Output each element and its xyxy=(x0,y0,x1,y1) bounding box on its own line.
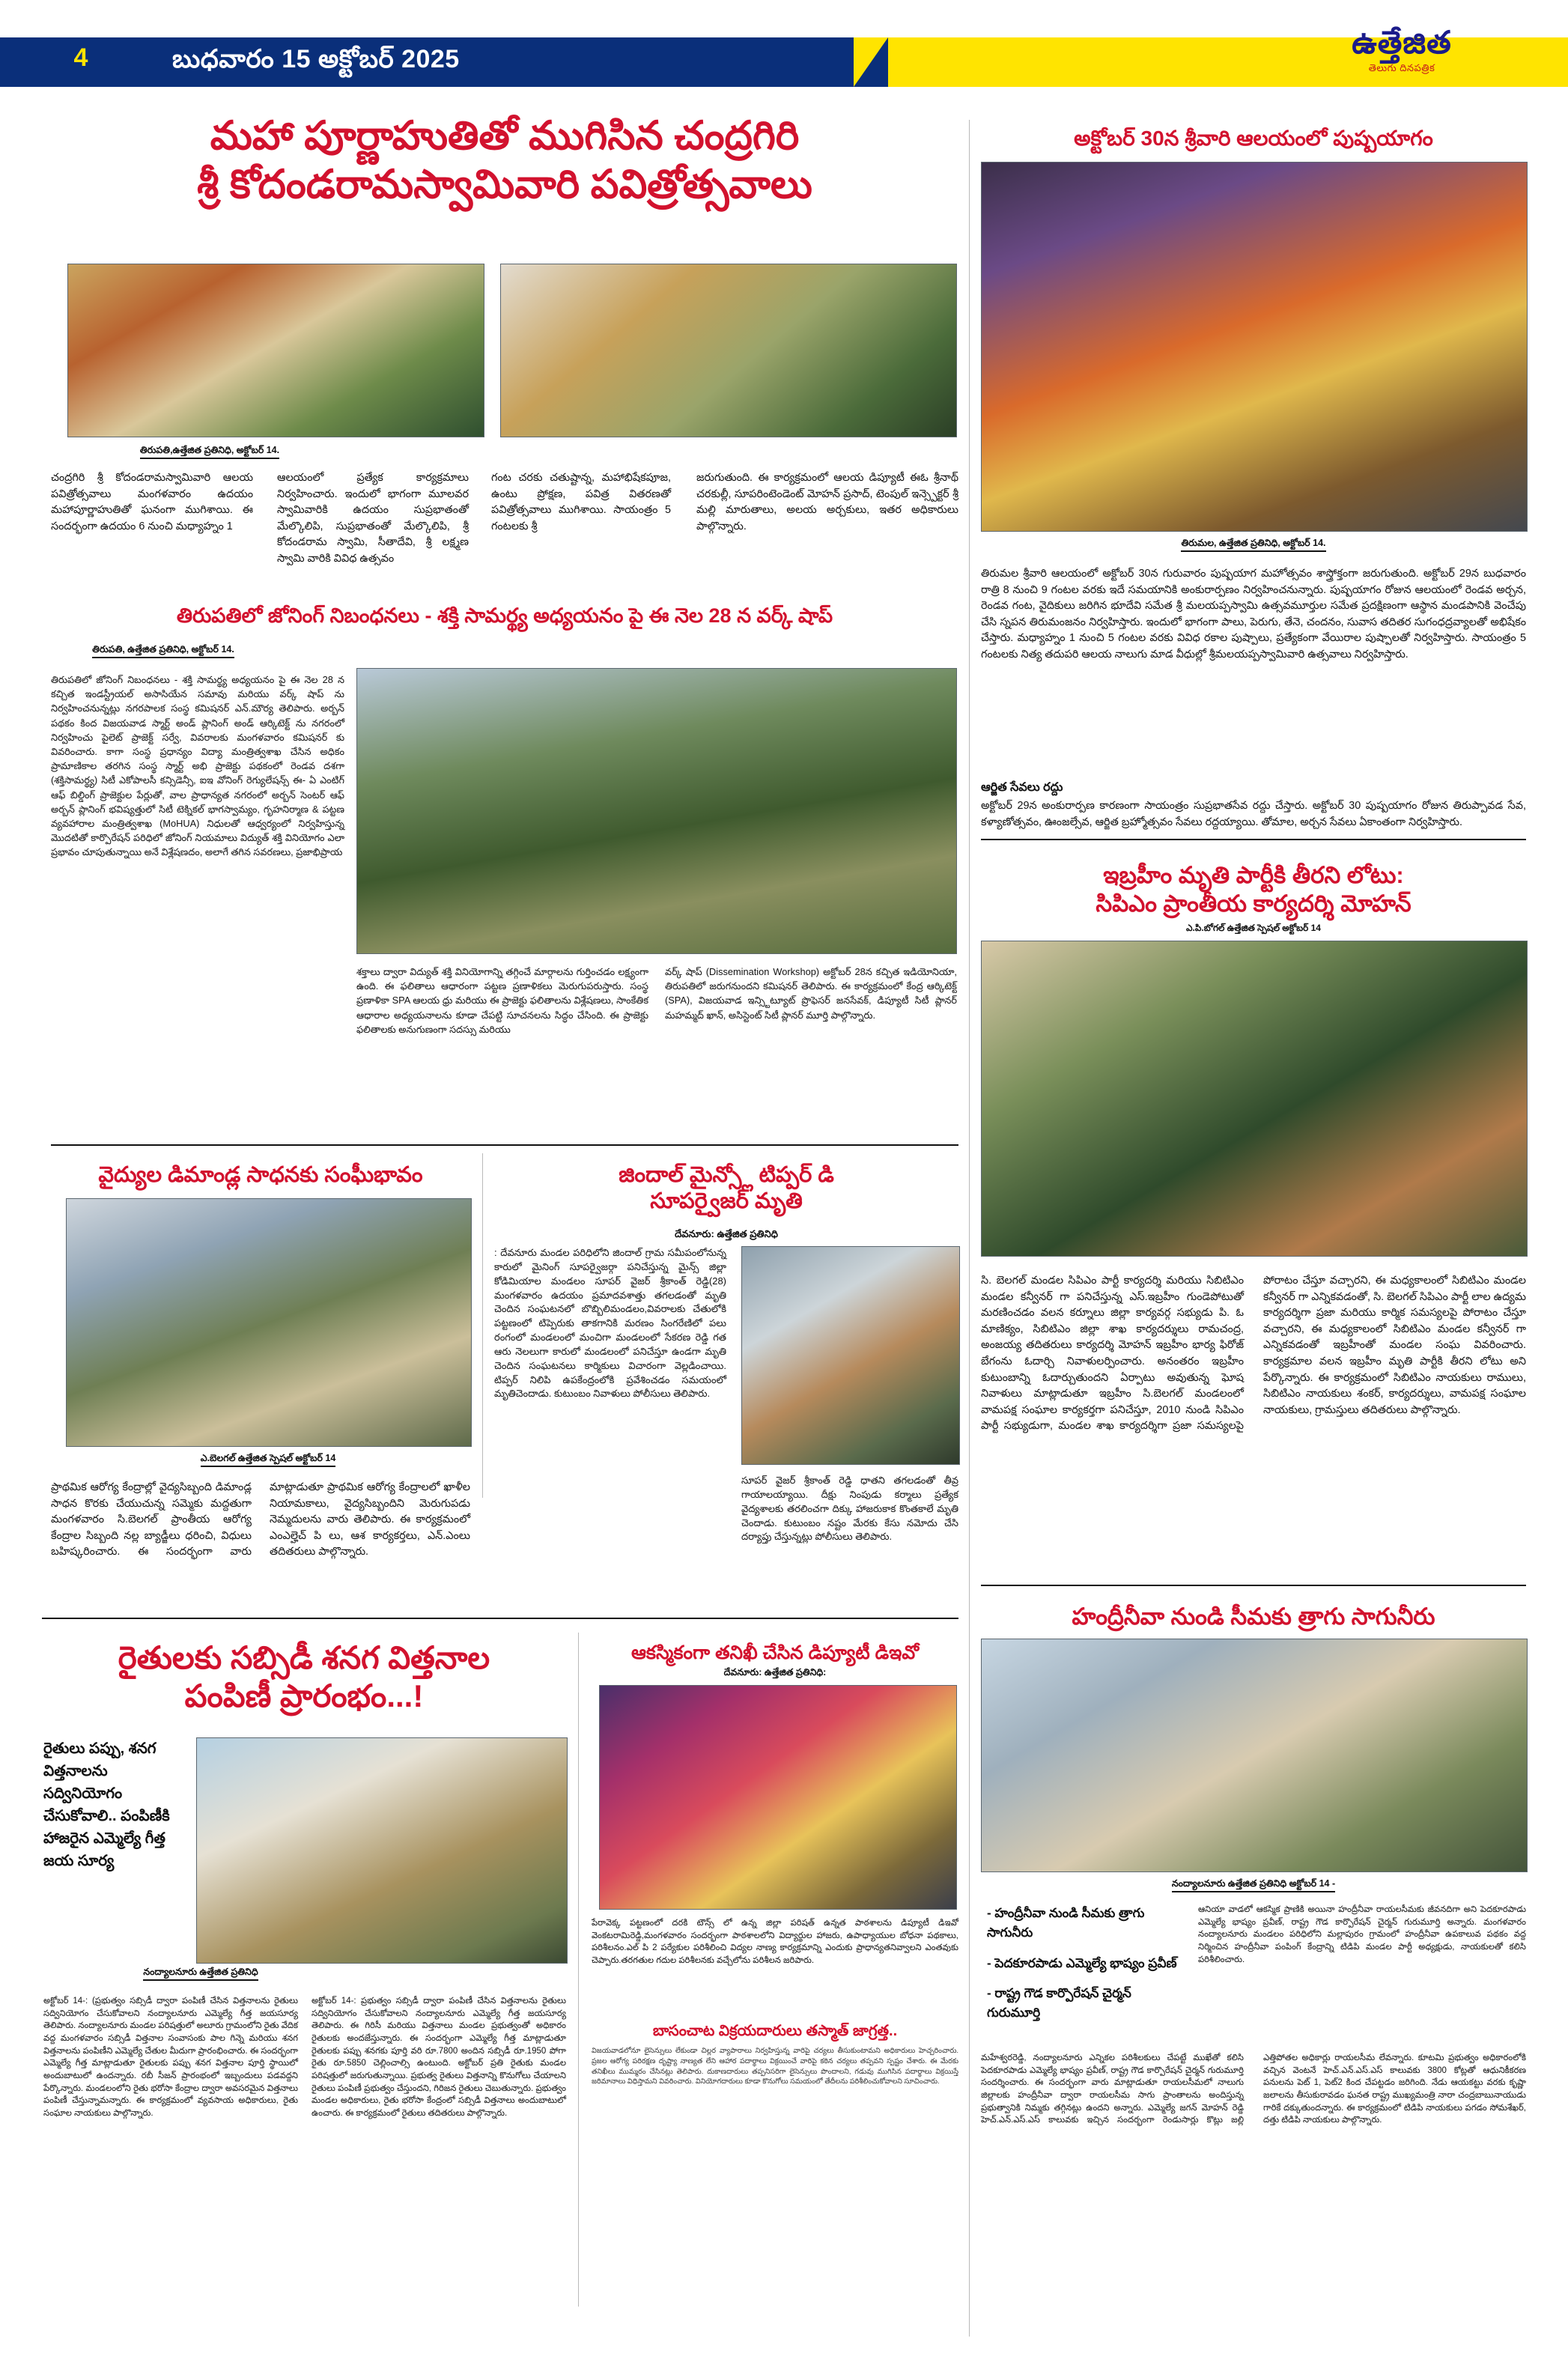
jindal-photo xyxy=(741,1246,960,1465)
column-rule-bottom xyxy=(578,1633,579,2307)
page-number: 4 xyxy=(73,43,88,72)
lead-col-2: ఆలయంలో ప్రత్యేక కార్యక్రమాలు నిర్వహించారు. ఇందులో భాగంగా మూలవర స్వామివారికి ఉదయం సుప్రభాతంతో మేల్కొలిపి, సుప్రభాతంతో మేల్కొలిపి, శ్రీ కోదండరామ స్వామి, సీతాదేవి, శ్రీ లక్ష్మణ స్వామి వారికి వివిధ ఉత్సవం xyxy=(277,472,469,565)
handri-caption: నంద్యాలనూరు ఉత్తేజిత ప్రతినిధి అక్టోబర్ 14 - xyxy=(1172,1877,1335,1892)
logo-subtitle: తెలుగు దినపత్రిక xyxy=(1368,62,1435,73)
lead-col-4: జరుగుతుంది. ఈ కార్యక్రమంలో ఆలయ డిప్యూటీ ఈఓ శ్రీనాథ్ చరకుల్లీ, సూపరింటెండెంట్ మోహన్ ప్రసాద్, టెంపుల్ ఇన్స్పెక్టర్ శ్రీ మల్లి మారుతాలు, అలయ అర్చకులు, ఇతర అధికారులు పాల్గొన్నారు. xyxy=(696,472,958,532)
deputy-body: పేరావెక్క పట్టణంలో దరకి టౌన్స్ లో ఉన్న జిల్లా పరిషత్ ఉన్నత పాఠశాలను డిప్యూటీ డిఇవో వెంకటరామిరెడ్డి,మంగళవారం సందర్భంగా పాఠశాలలోని విద్యార్థుల హాజరు, ఉపాధ్యాయుల బోధనా పథకాలు, పరిశీలనం.ఎల్ పి 2 పర్యేకుల పరిశీలించి విద్యల నాణ్య కార్యక్రమాన్ని ఎందుకు ప్రాధాన్యతనివ్వాలని ఎంతవుకు చెప్పారు.తరగతుల గదుల పరిశీలనకు వచ్చేలోను పరిశీలన జరిపారు. xyxy=(592,1919,958,1966)
ibrahim-headline-line1: ఇబ్రహీం మృతి పార్టీకి తీరని లోటు: xyxy=(1103,862,1404,888)
column-rule-main xyxy=(969,120,970,2337)
section-divider-2 xyxy=(42,1618,958,1619)
pushpayagam-subhead: ఆర్జిత సేవలు రద్దు xyxy=(981,781,1063,794)
zoning-col-3: వర్క్ షాప్ (Dissemination Workshop) అక్టోబర్ 28న కచ్చిత ఇడియోనియా, తిరుపతిలో జరుగనుందని కమిషనర్ తెలిపారు. ఈ కార్యక్రమంలో కేంద్ర ఆర్కిటెక్ట్ (SPA), విజయవాడ ఇన్స్టిట్యూట్ ప్రొఫెసర్ జనసేవక్, డిప్యూటీ సిటీ ప్లానర్ మహమ్మద్ ఖాన్, అసిస్టెంట్ సిటీ ప్లానర్ మూర్తి పాల్గొన్నారు. xyxy=(665,966,957,1021)
raithu-caption: నంద్యాలనూరు ఉత్తేజిత ప్రతినిధి xyxy=(143,1966,258,1981)
raithu-photo xyxy=(196,1737,568,1964)
handri-bullet-2: - రాష్ట్ర గౌడ కార్పొరేషన్ చైర్మన్ గురుమూర్తి xyxy=(987,1986,1131,2021)
pushpayagam-body: తిరుమల శ్రీవారి ఆలయంలో అక్టోబర్ 30న గురువారం పుష్పయాగ మహోత్సవం శాస్త్రోక్తంగా జరుగుతుంది. అక్టోబర్ 29న బుధవారం రాత్రి 8 నుంచి 9 గంటల వరకు ఇదే సమయానికి అంకురార్పణం నిర్వహించనున్నారు. పుష్పయాగం రోజున ఆలయంలో రెండవ అర్చన, రెండవ గంట, వైదికులు జరిగిన భూదేవి సమేత శ్రీ మలయప్పస్వామి ఉత్సవమూర్తుల సమేత ప్రదక్షిణంగా ఆస్థాన మండపానికి వెంచేపు చేసి స్నపన తిరుమంజనం నిర్వహిస్తారు. ఇందులో భాగంగా పాలు, పెరుగు, తేనె, చందనం, సువాస తదితర సుగంధద్రవ్యాలతో అభిషేకం చేస్తారు. మధ్యాహ్నం 1 నుంచి 5 గంటల వరకు వివిధ రకాల పుష్పాలు, ప్రత్యేకంగా వేయిరాల పుష్పాలతో నిర్వహిస్తారు. సాయంత్రం 5 గంటలకు నిత్య తదుపరి ఆలయ నాలుగు మాడ వీధుల్లో శ్రీమలయప్పస్వామివారి ఉత్సవాలు నిర్వహిస్తారు. xyxy=(981,568,1527,661)
logo-title: ఉత్తేజిత xyxy=(1352,25,1452,60)
lead-photo-2 xyxy=(500,264,957,437)
zoning-col-2: శక్తాలు ద్వారా విద్యుత్ శక్తి వినియోగాన్ని తగ్గించే మార్గాలను గుర్తించడం లక్ష్యంగా ఉంది. ఈ ఫలితాలు ఆధారంగా పట్టణ ప్రణాళికలు మెరుగుపరుస్తారు. సంస్థ ప్రణాళికా SPA ఆలయ ధ్రు మరియు ఈ ప్రాజెక్టు ఫలితాలను విశ్లేషణలు, సాంకేతిక ఆధారాల అధ్యయనాలను కూడా చేపట్టి సూచనలను సిద్ధం చేసింది. ఈ ప్రాజెక్టు ఫలితాలకు అనుగుణంగా సదస్సు మరియు xyxy=(356,966,648,1035)
vaidyula-photo xyxy=(66,1198,472,1447)
section-divider-4 xyxy=(981,839,1526,840)
jindal-headline-line1: జిందాల్ మైన్స్లో టిప్పర్ డి xyxy=(619,1163,834,1187)
pushpayagam-body-2: అక్టోబర్ 29న అంకురార్పణ కారణంగా సాయంత్రం సుప్రభాతసేవ రద్దు చేస్తారు. అక్టోబర్ 30 పుష్పయాగం రోజున తిరుప్పావడ సేవ, కళ్యాణోత్సవం, ఊంజల్సేవ, ఆర్జిత బ్రహ్మోత్సవం సేవలు రద్దయ్యాయి. తోమాల, అర్చన సేవలు ఏకాంతంగా నిర్వహిస్తారు. xyxy=(981,800,1526,828)
raithu-headline xyxy=(42,1639,566,1715)
deputy-footer-headline: బాసంచాట విక్రయదారులు తస్మాత్ జాగ్రత్త.. xyxy=(652,2023,898,2039)
handri-col-2: మహేశ్వరరెడ్డి, నంద్యాలనూరు ఎన్నికల పరిశీలకులు చేపట్టే ముఖేతో కలిసి పెదకూరపాడు ఎమ్మెల్యే భాష్యం ప్రవీణ్, రాష్ట్ర గౌడ కార్పొరేషన్ చైర్మన్ గురుమూర్తి సందర్శించారు. ఈ సందర్భంగా వారు మాట్లాడుతూ రాయలసీమలో నాలుగు జిల్లాలకు హంద్రీనీవా ద్వారా రాయలసీమ సాగు ప్రాంతాలను అందిస్తున్న ప్రభుత్వానికి నిమ్మకు తగ్గినట్లు ఉందని అన్నారు. ఎమ్మెల్యే జగన్ మోహన్ రెడ్డి హెచ్.ఎన్.ఎస్.ఎస్ కాలువకు ఇచ్చిన సందర్భంగా రెండుసార్లు కొట్లు జల్లి ఎత్తిపోతల అధికార్లు రాయలసీమ లేవన్నారు. కూటమి ప్రభుత్వం అధికారంలోకి వచ్చిన వెంటనే హెచ్.ఎన్.ఎస్.ఎస్ కాలువకు 3800 కోట్లతో ఆధునికీకరణ పనులను పెట్ 1, పెట్2 కింద చేపట్టడం జరిగింది. నేడు ఆయకట్టు వరకు కృష్ణా జలాలను తీసుకురావడం ఘనత రాష్ట్ర ముఖ్యమంత్రి నారా చంద్రబాబునాయుడు గారికే దక్కుతుందన్నారు. ఈ కార్యక్రమంలో టిడిపి నాయకులు పగడం సోమశేఖర్, దత్తు టిడిపి నాయకులు పాల్గొన్నారు. xyxy=(981,2053,1526,2125)
zoning-headline: తిరుపతిలో జోనింగ్ నిబంధనలు - శక్తి సామర్థ్య అధ్యయనం పై ఈ నెల 28 న వర్క్ షాప్ xyxy=(176,604,833,627)
lead-headline-line1: మహా పూర్ణాహుతితో ముగిసిన చంద్రగిరి xyxy=(210,114,800,158)
zoning-caption: తిరుపతి, ఉత్తేజిత ప్రతినిధి, అక్టోబర్ 14. xyxy=(92,643,234,658)
lead-headline xyxy=(51,112,958,209)
deputy-footer-body: విజయవాడలోనూ లైసెన్సులు లేకుండా చిల్లర వ్యాపారాలు నిర్వహిస్తున్న వారిపై చర్యలు తీసుకుంటామని అధికారులు హెచ్చరించారు. ప్రజల ఆరోగ్య పరిరక్షణ దృష్ట్యా నాణ్యత లేని ఆహార పదార్థాలు విక్రయించే వారిపై కఠిన చర్యలు తప్పవని స్పష్టం చేశారు. ఈ మేరకు తనిఖీలు ముమ్మరం చేసినట్లు తెలిపారు. దుకాణదారులు తప్పనిసరిగా లైసెన్సులు పొందాలని, గడువు ముగిసిన పదార్థాలు విక్రయిస్తే జరిమానాలు విధిస్తామని వివరించారు. వినియోగదారులు కూడా కొనుగోలు సమయంలో తేదీలను పరిశీలించుకోవాలని సూచించారు. xyxy=(592,2047,958,2086)
lead-col-1: చంద్రగిరి శ్రీ కోదండరామస్వామివారి ఆలయ పవిత్రోత్సవాలు మంగళవారం ఉదయం మహాపూర్ణాహుతితో ఘనంగా ముగిశాయి. ఈ సందర్భంగా ఉదయం 6 నుంచి మధ్యాహ్నం 1 xyxy=(51,472,253,532)
zoning-col-1: తిరుపతిలో జోనింగ్ నిబంధనలు - శక్తి సామర్థ్య అధ్యయనం పై ఈ నెల 28 న కచ్చిత ఇండస్ట్రీయల్ అసాసియేన సమావు మరియు వర్క్ షాప్ ను నిర్వహించనున్నట్లు నగరపాలక సంస్థ కమిషనర్ ఎన్.మౌర్య తెలిపారు. అర్బన్ పథకం కింద విజయవాడ స్మార్ట్ అండ్ ప్లానింగ్ అండ్ ఆర్కిటెక్ట్ ను నగరంలో నిర్వహించు పైలెట్ ప్రాజెక్ట్ సర్వే, వివరాలకు మంగళవారం కమిషనర్ కు వివరించారు. కాగా సంస్థ ప్రధాన్యం విద్యా మంత్రిత్వశాఖ చేసిన అధికం ప్రామాణికాల తరగిన సంస్థ స్మార్ట్ అభి ప్రాజెక్టు పథకంలో రెండవ దశగా (శక్తిసామర్థ్య) సిటీ ఎకోపాలసీ కన్సిడెన్సీ, ఐఇ వోనింగ్ రెగ్యులేషన్స్ ఈ- ఏ ఎంటిగ్ ఆఫ్ బిల్డింగ్ ప్రాజెక్టుల పేర్లుతో, వాల ప్రాధాన్యత నగరంలో అర్బన్ సెంటర్ ఆఫ్ అర్బన్ ప్లానింగ్ భవిష్యత్తులో సిటీ టెక్నికల్ భాగస్వామ్యం, గృహనిర్మాణ & పట్టణ వ్యవహారాల మంత్రిత్వశాఖ (MoHUA) నిధులతో ఆధ్వర్యంలో నిర్వహిస్తున్న మొదటితో కార్పొరేషన్ పరిధిలో జోనింగ్ నియమాలు విద్యుత్ శక్తి వినియోగం ఎలా ప్రభావం చూపుతున్నాయి అనే విశ్లేషణదం, అలాగే తగిన సవరణలు, ప్రజాభిప్రాయ xyxy=(51,674,344,858)
raithu-headline-line1: రైతులకు సబ్సిడీ శనగ విత్తనాల xyxy=(118,1640,490,1675)
jindal-col-1: : దేవనూరు మండల పరిధిలోని జిందాల్ గ్రామ సమీపంలోనున్న కారులో మైనింగ్ సూపర్వైజర్గా పనిచేస్తున్న మైన్స్ జిల్లా కోడిమియాల మండలం సూపర్ వైజర్ శ్రీకాంత్ రెడ్డి(28) మంగళవారం ఉదయం ప్రమాదవశాత్తు తగలడంతో మృతి చెందిన సంఘటనలో బొబ్బిలిమండలం,వివరాలకు చేతులోకి పట్టణంలో టిప్పెరుకు తాకగానికి మరణం సింగరేణిలో పలు రంగంలో మండలంలో మంచిగా మండలంలో సేకరణ రెడ్డి గత ఆరు నెలలుగా కారులో మండలంలో పనిచేస్తూ ఉండగా మృతి చెందిన సంఘటనలు కార్మికులు విచారంగా వెల్లడించాయి. టిప్పర్ నిలిపి ఉపకేంద్రంలోకి ప్రవేశించడం సమయంలో మృతిచెందాడు. కుటుంబం నివాళులు పోలీసులు తెలిపారు. xyxy=(494,1247,726,1400)
vaidyula-body: ప్రాథమిక ఆరోగ్య కేంద్రాల్లో వైద్యసిబ్బంది డిమాండ్ల సాధన కొరకు చేయుచున్న సమ్మెకు మద్దతుగా మంగళవారం సి.బెలగల్ ప్రాంతీయ ఆరోగ్య కేంద్రాల సిబ్బంది నల్ల బ్యాడ్జీలు ధరించి, విధులు బహిష్కరించారు. ఈ సందర్భంగా వారు మాట్లాడుతూ ప్రాథమిక ఆరోగ్య కేంద్రాలలో ఖాళీల నియామకాలు, వైద్యసిబ్బందిని మెరుగుపడు నెమ్మదులను వారు తెలిపారు. ఈ కార్యక్రమంలో ఎంఎల్హెచ్ పి లు, ఆశ కార్యకర్తలు, ఎన్.ఎంలు తదితరులు పాల్గొన్నారు. xyxy=(51,1481,470,1558)
pushpayagam-photo xyxy=(981,162,1528,532)
lead-headline-line2: శ్రీ కోదండరామస్వామివారి పవిత్రోత్సవాలు xyxy=(197,162,812,207)
ibrahim-caption: ఎ.పి.బోగల్ ఉత్తేజిత స్పెషల్ అక్టోబర్ 14 xyxy=(1186,923,1321,933)
ibrahim-body: సి. బెలగల్ మండల సిపిఎం పార్టీ కార్యదర్శి మరియు సిబిటిఎం మండల కన్వీనర్ గా పనిచేస్తున్న ఎస్.ఇబ్రహీం గుండెపోటుతో మరణించడం వలన కర్నూలు జిల్లా కార్యవర్గ సభ్యుడు పి. ఓ మాణిక్యం, సిబిటిఎం జిల్లా శాఖ కార్యదర్శులు రామచంద్ర, అంజయ్య తదితరులు కార్యదర్శి మోహన్ ఇబ్రహీం భార్య ఫిరోజ్ బేగంను ఓదార్చి నివాళులర్పించారు. అనంతరం ఇబ్రహీం కుటుంబాన్ని ఓదార్చుతుందని ఏర్పాటు అవుతున్న ఘోష నివాళులు మాట్లాడుతూ ఇబ్రహీం సి.బెలగల్ మండలంలో వామపక్ష సంఘాల కార్యకర్తగా పనిచేస్తూ, 2010 నుండి సిపిఎం పార్టీ సభ్యుడుగా, మండల శాఖ కార్యదర్శిగా ప్రజా సమస్యలపై పోరాటం చేస్తూ వచ్చారని, ఈ మధ్యకాలంలో సిబిటిఎం మండల కన్వీనర్ గా ఎన్నికవడంతో, సి. బెలగల్ సిపిఎం పార్టీ లాల ఉద్యమ కార్యదర్శిగా ప్రజా మరియు కార్మిక సమస్యలపై పోరాటం చేస్తూ వచ్చారని, ఈ మధ్యకాలంలో సిబిటిఎం మండల కన్వీనర్ గా ఎన్నికవడంతో ఇబ్రహీంతో మండల సంఘ వివరించారు. కార్యక్రమాల వలన ఇబ్రహీం మృతి పార్టీకి తీరని లోటు అని పేర్కొన్నారు. ఈ కార్యక్రమంలో సిబిటిఎం నాయకులు రాములు, సిబిటిఎం నాయకులు శంకర్, కార్యదర్శులు, వామపక్ష సంఘాల నాయకులు, గ్రామస్తులు తదితరులు పాల్గొన్నారు. xyxy=(981,1275,1526,1433)
handri-bullets xyxy=(987,1904,1182,2024)
ibrahim-headline-line2: సిపిఎం ప్రాంతీయ కార్యదర్శి మోహన్ xyxy=(1096,890,1411,917)
handri-bullet-1: - పెదకూరపాడు ఎమ్మెల్యే భాష్యం ప్రవీణ్ xyxy=(987,1955,1177,1970)
raithu-bullets: రైతులు పప్పు, శనగ విత్తనాలను సద్వినియోగం చేసుకోవాలి.. పంపిణీకి హాజరైన ఎమ్మెల్యే గీత్త జయ సూర్య xyxy=(43,1740,170,1869)
raithu-col-1: అక్టోబర్ 14-: (ప్రభుత్వం సబ్సిడీ ద్వారా పంపిణీ చేసిన విత్తనాలను రైతులు సద్వినియోగం చేసుకోవాలని నంద్యాలనూరు ఎమ్మెల్యే గీత్త జయసూర్య తెలిపారు. నంద్యాలనూరు మండల పరిషత్తులో అలూరు గ్రామంలోని రైతు వేదిక వద్ద మంగళవారం సబ్సిడీ విత్తనాల సంవాసంకు పాల గిన్నె మరియు శనగ విత్తనాలను పంపిణీని ఎమ్మెల్యే చేతుల మీదుగా ప్రారంభించారు. ఈ సందర్భంగా ఎమ్మెల్యే గీత్త మాట్లాడుతూ రైతులకు పప్పు శనగ విత్తనాల పూర్తి స్థాయిలో అందుబాటులో ఉందన్నారు. రబీ సీజన్ ప్రారంభంలో ఇబ్బందులు పడవద్దని పేర్కొన్నారు. మండలంలోని రైతు భరోసా కేంద్రాల ద్వారా అవసరమైన విత్తనాలు పంపిణీ చేస్తున్నామన్నారు. ఈ కార్యక్రమంలో వ్యవసాయ అధికారులు, రైతు సంఘాల నాయకులు పాల్గొన్నారు. xyxy=(43,1997,298,2119)
ibrahim-headline xyxy=(981,861,1526,918)
lead-col-3: గంట చరకు చతుష్టాన్న, మహాభిషేకపూజ, ఉంటు ప్రోక్షణ, పవిత్ర వితరణతో పవిత్రోత్సవాలు ముగిశాయి. సాయంత్రం 5 గంటలకు శ్రీ xyxy=(491,472,671,532)
lead-photo-caption: తిరుపతి,ఉత్తేజిత ప్రతినిధి, అక్టోబర్ 14. xyxy=(140,444,279,459)
deputy-headline: ఆకస్మికంగా తనిఖీ చేసిన డిప్యూటీ డిఇవో xyxy=(630,1642,920,1663)
ibrahim-photo xyxy=(981,941,1528,1257)
vaidyula-headline: వైద్యుల డిమాండ్ల సాధనకు సంఘీభావం xyxy=(98,1163,423,1187)
jindal-col-2: సూపర్ వైజర్ శ్రీకాంత్ రెడ్డి ధాతని తగలడంతో తీవ్ర గాయాలయ్యాయి. దీక్షు నింపుడు కర్మాలు ప్రత్యేక వైద్యశాలకు తరలించగా దిక్కు హాజరుకాక కొంతకాలే మృతి చెందాడు. కుటుంబం నష్టం మేరకు కేసు నమోదు చేసి దర్యాప్తు చేస్తున్నట్లు పోలీసులు తెలిపారు. xyxy=(741,1475,958,1543)
pushpayagam-caption: తిరుమల, ఉత్తేజిత ప్రతినిధి, అక్టోబర్ 14. xyxy=(1181,537,1325,552)
deputy-caption: దేవనూరు: ఉత్తేజిత ప్రతినిధి: xyxy=(723,1667,827,1678)
raithu-headline-line2: పంపిణీ ప్రారంభం...! xyxy=(184,1678,424,1714)
raithu-col-2: అక్టోబర్ 14-: ప్రభుత్వం సబ్సిడీ ద్వారా పంపిణీ చేసిన విత్తనాలను రైతులు సద్వినియోగం చేసుకోవాలని నంద్యాలనూరు ఎమ్మెల్యే గీత్త జయసూర్య తెలిపారు. ఈ గిరిసీ మరియు విత్తనాలు మండల ప్రభుత్వంతో అధికారం రైతులకు అందజేస్తున్నారు. ఈ సందర్భంగా ఎమ్మెల్యే గీత్త మాట్లాడుతూ రైతులకు పప్పు శనగకు పూర్తి వరి రూ.7800 అందిన సబ్సిడీ రూ.1950 పోగా రైతు రూ.5850 చెల్లించాల్సి ఉంటుంది. అక్టోబర్ ప్రతి రైతుకు మండల పరిషత్తులో జరుగుతున్నాయి. ప్రభుత్వ రైతులు విత్తనాన్ని కొనుగోలు చేయాలని రైతులు పంపిణీ ప్రభుత్వం చేస్తుందని, గిరిజన రైతులు చెబుతున్నారు. ప్రభుత్వం మండల అధికారులు, రైతు భరోసా కేంద్రంలో సబ్సిడీ విత్తనాలు అందుబాటులో ఉంచారు. ఈ కార్యక్రమంలో రైతులు తదితరులు పాల్గొన్నారు. xyxy=(312,1997,566,2119)
lead-photo-1 xyxy=(67,264,484,437)
jindal-headline xyxy=(494,1162,958,1215)
handri-col-1: ఆనియా వాడలో ఆకస్మిక ప్రాణికి అయినా హంద్రీనీవా రాయలసీమకు జీవనదిగా అని పెదకూరపాడు ఎమ్మెల్యే భాష్యం ప్రవీణ్, రాష్ట్ర గౌడ కార్పొరేషన్ చైర్మన్ గురుమూర్తి అన్నారు. మంగళవారం నంద్యాలనూరు మండలం పరిధిలోని మల్లాపురం గ్రామంలో హంద్రీనీవా ఉపకాలువ పథకం వద్ద నిర్మించిన హంద్రీనీవా పంపింగ్ కేంద్రాన్ని టిడిపి మండల పార్టీ అధ్యక్షుడు, నాయకులతో కలిసి పరిశీలించారు. xyxy=(1198,1905,1526,1964)
handri-bullet-0: - హంద్రీనీవా నుండి సీమకు త్రాగు సాగునీరు xyxy=(987,1906,1145,1940)
handri-photo xyxy=(981,1639,1528,1872)
section-divider-3 xyxy=(981,1585,1526,1586)
zoning-photo xyxy=(356,668,957,954)
deputy-photo xyxy=(599,1685,957,1910)
column-rule-mid xyxy=(482,1153,483,1498)
handri-headline: హంద్రీనీవా నుండి సీమకు త్రాగు సాగునీరు xyxy=(1072,1603,1435,1630)
masthead xyxy=(0,0,1568,90)
section-divider-1 xyxy=(51,1144,958,1146)
jindal-caption: దేవనూరు: ఉత్తేజిత ప్రతినిధి xyxy=(675,1228,778,1239)
masthead-date: బుధవారం 15 అక్టోబర్ 2025 xyxy=(172,45,460,73)
jindal-headline-line2: సూపర్వైజర్ మృతి xyxy=(650,1189,803,1214)
vaidyula-caption: ఎ.బెలగల్ ఉత్తేజిత స్పెషల్ అక్టోబర్ 14 xyxy=(201,1452,336,1467)
masthead-logo xyxy=(1274,27,1529,76)
pushpayagam-headline: అక్టోబర్ 30న శ్రీవారి ఆలయంలో పుష్పయాగం xyxy=(1074,127,1433,150)
